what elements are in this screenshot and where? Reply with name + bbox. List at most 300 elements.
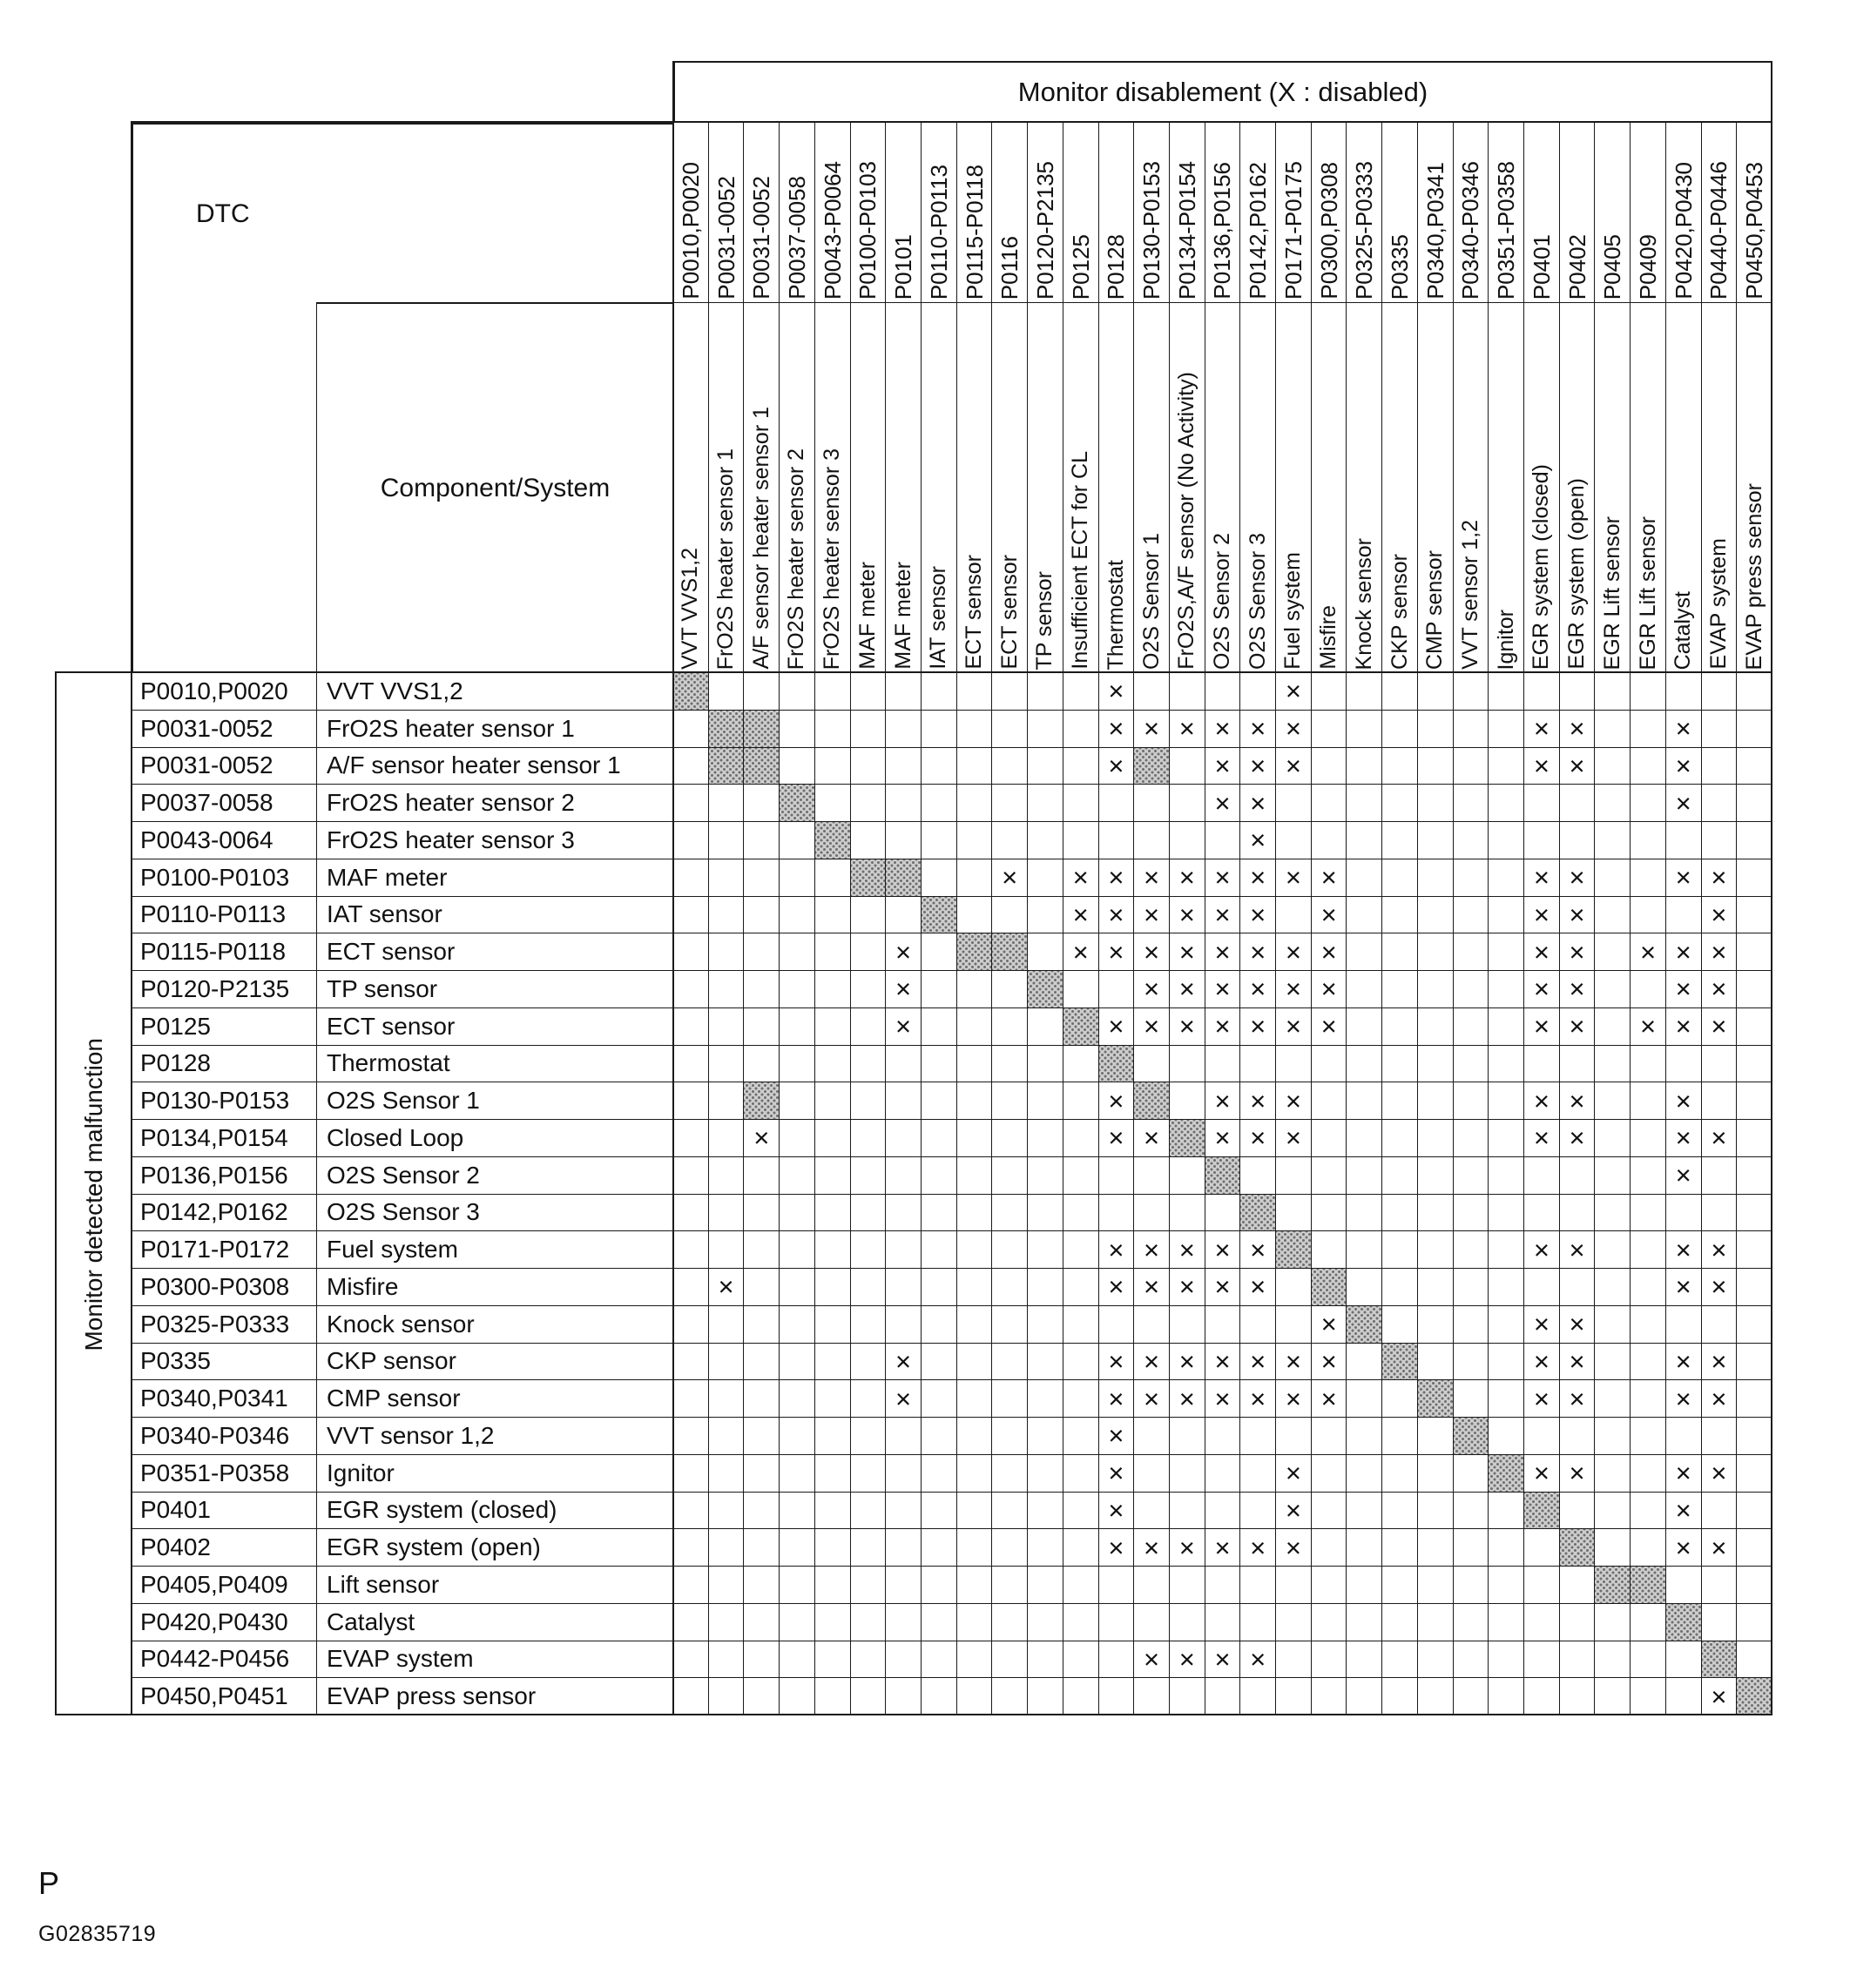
grid-cell bbox=[1595, 1157, 1631, 1195]
grid-cell bbox=[992, 971, 1028, 1008]
row-component-name: TP sensor bbox=[327, 974, 438, 1002]
grid-cell bbox=[886, 1269, 922, 1306]
disabled-mark: × bbox=[1099, 711, 1135, 748]
dtc-column-header bbox=[1737, 123, 1772, 303]
component-column-header bbox=[1702, 303, 1738, 673]
row-dtc-code: P0110-P0113 bbox=[140, 900, 287, 928]
dtc-column-header bbox=[673, 123, 709, 303]
disabled-mark: × bbox=[1560, 1380, 1596, 1418]
grid-cell bbox=[1205, 1195, 1241, 1232]
grid-cell bbox=[922, 1529, 957, 1567]
grid-cell bbox=[1134, 1046, 1170, 1083]
border-line bbox=[316, 302, 1772, 303]
grid-cell bbox=[780, 1082, 815, 1120]
component-column-header bbox=[1382, 303, 1418, 673]
grid-cell bbox=[815, 1678, 851, 1715]
grid-cell bbox=[1347, 1418, 1382, 1455]
disabled-mark: × bbox=[1134, 933, 1170, 971]
grid-cell bbox=[1347, 1567, 1382, 1604]
row-component-name: VVT VVS1,2 bbox=[327, 677, 463, 704]
grid-cell bbox=[1489, 1604, 1524, 1641]
grid-cell bbox=[1595, 1120, 1631, 1157]
grid-cell bbox=[1418, 822, 1454, 859]
grid-cell bbox=[1489, 1082, 1524, 1120]
component-column-header-text: MAF meter bbox=[890, 562, 915, 670]
grid-cell bbox=[1560, 1678, 1596, 1715]
disabled-mark: × bbox=[1205, 971, 1241, 1008]
table-row bbox=[132, 1120, 673, 1157]
grid-cell bbox=[1134, 785, 1170, 822]
grid-cell bbox=[922, 1678, 957, 1715]
self-intersection-cell bbox=[1737, 1678, 1772, 1715]
component-column-header-text: A/F sensor heater sensor 1 bbox=[748, 407, 773, 670]
disabled-mark: × bbox=[1134, 897, 1170, 934]
grid-cell bbox=[1737, 1567, 1772, 1604]
grid-cell bbox=[1418, 673, 1454, 711]
grid-cell bbox=[1063, 1678, 1099, 1715]
grid-cell bbox=[1170, 748, 1205, 785]
row-component-name: VVT sensor 1,2 bbox=[327, 1421, 495, 1449]
self-intersection-cell bbox=[1240, 1195, 1276, 1232]
disabled-mark: × bbox=[1560, 1455, 1596, 1493]
row-axis-label-box bbox=[57, 673, 132, 1715]
grid-cell bbox=[1560, 1567, 1596, 1604]
component-column-header bbox=[709, 303, 745, 673]
grid-cell bbox=[1418, 1678, 1454, 1715]
grid-cell bbox=[992, 711, 1028, 748]
component-column-header bbox=[1524, 303, 1560, 673]
row-dtc-code: P0043-0064 bbox=[140, 826, 273, 853]
grid-cell bbox=[957, 1380, 993, 1418]
row-dtc-code: P0420,P0430 bbox=[140, 1607, 288, 1635]
disabled-mark: × bbox=[1205, 1380, 1241, 1418]
row-dtc-code: P0037-0058 bbox=[140, 789, 273, 817]
grid-cell bbox=[1454, 1231, 1489, 1269]
self-intersection-cell bbox=[780, 785, 815, 822]
dtc-column-headers bbox=[673, 123, 1772, 303]
disabled-mark: × bbox=[1170, 1529, 1205, 1567]
grid-cell bbox=[957, 1082, 993, 1120]
component-column-headers bbox=[673, 303, 1772, 673]
component-column-header-text: EGR system (closed) bbox=[1529, 463, 1554, 670]
grid-cell bbox=[957, 1269, 993, 1306]
grid-cell bbox=[886, 1157, 922, 1195]
grid-cell bbox=[1489, 1344, 1524, 1381]
grid-cell bbox=[1418, 897, 1454, 934]
row-component-name: IAT sensor bbox=[327, 900, 442, 928]
grid-cell bbox=[673, 1529, 709, 1567]
grid-cell bbox=[1312, 1641, 1347, 1679]
disabled-mark: × bbox=[1524, 1231, 1560, 1269]
disabled-mark: × bbox=[1666, 1008, 1702, 1046]
grid-cell bbox=[1737, 1195, 1772, 1232]
grid-cell bbox=[1276, 1604, 1312, 1641]
grid-cell bbox=[886, 1120, 922, 1157]
component-column-header bbox=[992, 303, 1028, 673]
component-column-header bbox=[1312, 303, 1347, 673]
grid-cell bbox=[1418, 748, 1454, 785]
row-dtc-code: P0402 bbox=[140, 1533, 211, 1561]
disabled-mark: × bbox=[886, 971, 922, 1008]
grid-cell bbox=[886, 1418, 922, 1455]
grid-cell bbox=[1666, 1678, 1702, 1715]
grid-cell bbox=[851, 1120, 887, 1157]
table-row bbox=[132, 1306, 673, 1344]
grid-cell bbox=[1489, 711, 1524, 748]
disabled-mark: × bbox=[1099, 748, 1135, 785]
grid-cell bbox=[1205, 1567, 1241, 1604]
grid-cell bbox=[992, 673, 1028, 711]
grid-cell bbox=[922, 1269, 957, 1306]
component-column-header bbox=[1205, 303, 1241, 673]
grid-cell bbox=[1382, 1195, 1418, 1232]
grid-cell bbox=[957, 1046, 993, 1083]
disabled-mark: × bbox=[1170, 1641, 1205, 1679]
row-dtc-code: P0136,P0156 bbox=[140, 1161, 288, 1189]
grid-cell bbox=[744, 1604, 780, 1641]
grid-cell bbox=[992, 1008, 1028, 1046]
row-component-name: MAF meter bbox=[327, 863, 448, 891]
self-intersection-cell bbox=[744, 748, 780, 785]
grid-cell bbox=[1631, 822, 1666, 859]
grid-cell bbox=[1489, 1231, 1524, 1269]
grid-cell bbox=[709, 673, 745, 711]
grid-cell bbox=[1631, 1493, 1666, 1530]
grid-cell bbox=[709, 785, 745, 822]
grid-cell bbox=[673, 1567, 709, 1604]
grid-cell bbox=[1595, 897, 1631, 934]
dtc-column-header-text: P0110-P0113 bbox=[925, 164, 952, 300]
grid-cell bbox=[851, 1678, 887, 1715]
disabled-mark: × bbox=[1560, 897, 1596, 934]
grid-cell bbox=[1063, 785, 1099, 822]
grid-cell bbox=[1631, 785, 1666, 822]
grid-cell bbox=[1524, 1046, 1560, 1083]
grid-cell bbox=[1418, 711, 1454, 748]
grid-cell bbox=[1631, 1195, 1666, 1232]
grid-cell bbox=[780, 822, 815, 859]
grid-cell bbox=[1347, 1678, 1382, 1715]
grid-cell bbox=[922, 1344, 957, 1381]
grid-cell bbox=[957, 859, 993, 897]
grid-cell bbox=[1454, 859, 1489, 897]
grid-cell bbox=[1524, 1418, 1560, 1455]
grid-cell bbox=[780, 673, 815, 711]
dtc-column-header-text: P0142,P0162 bbox=[1245, 162, 1272, 300]
grid-cell bbox=[1240, 1306, 1276, 1344]
row-component-name: EGR system (open) bbox=[327, 1533, 541, 1561]
grid-cell bbox=[780, 1269, 815, 1306]
grid-cell bbox=[1454, 1157, 1489, 1195]
table-row bbox=[132, 1157, 673, 1195]
grid-cell bbox=[1134, 1157, 1170, 1195]
grid-cell bbox=[1382, 1306, 1418, 1344]
grid-cell bbox=[744, 785, 780, 822]
disabled-mark: × bbox=[1702, 1231, 1738, 1269]
grid-cell bbox=[851, 1082, 887, 1120]
grid-cell bbox=[1737, 1269, 1772, 1306]
row-dtc-code: P0100-P0103 bbox=[140, 863, 290, 891]
row-headers bbox=[132, 673, 673, 1715]
table-row bbox=[132, 748, 673, 785]
self-intersection-cell bbox=[1418, 1380, 1454, 1418]
component-column-header bbox=[780, 303, 815, 673]
grid-cell bbox=[992, 822, 1028, 859]
disabled-mark: × bbox=[1524, 1082, 1560, 1120]
component-column-header-text: Ignitor bbox=[1493, 609, 1518, 670]
grid-cell bbox=[851, 1455, 887, 1493]
component-column-header bbox=[1666, 303, 1702, 673]
dtc-column-header-text: P0101 bbox=[890, 233, 917, 300]
component-column-header bbox=[1454, 303, 1489, 673]
dtc-column-header-text: P0409 bbox=[1635, 233, 1661, 300]
grid-cell bbox=[1418, 1306, 1454, 1344]
grid-cell bbox=[1454, 1529, 1489, 1567]
grid-cell bbox=[851, 822, 887, 859]
grid-cell bbox=[673, 1082, 709, 1120]
grid-cell bbox=[1347, 748, 1382, 785]
grid-cell bbox=[922, 971, 957, 1008]
component-column-header bbox=[1631, 303, 1666, 673]
table-row bbox=[132, 822, 673, 859]
grid-cell bbox=[1312, 711, 1347, 748]
disabled-mark: × bbox=[1666, 1120, 1702, 1157]
grid-cell bbox=[1418, 859, 1454, 897]
grid-cell bbox=[886, 1641, 922, 1679]
grid-cell bbox=[709, 859, 745, 897]
grid-cell bbox=[1595, 1008, 1631, 1046]
disabled-mark: × bbox=[1240, 1344, 1276, 1381]
grid-cell bbox=[1028, 1120, 1063, 1157]
grid-cell bbox=[815, 1306, 851, 1344]
disabled-mark: × bbox=[1560, 1120, 1596, 1157]
component-column-header-text: Catalyst bbox=[1671, 590, 1696, 670]
disabled-mark: × bbox=[1702, 859, 1738, 897]
grid-cell bbox=[886, 897, 922, 934]
row-dtc-code: P0401 bbox=[140, 1496, 211, 1524]
grid-cell bbox=[1240, 1418, 1276, 1455]
row-component-name: CKP sensor bbox=[327, 1347, 456, 1375]
grid-cell bbox=[1347, 1269, 1382, 1306]
disabled-mark: × bbox=[1276, 1082, 1312, 1120]
disabled-mark: × bbox=[1170, 1008, 1205, 1046]
dtc-column-header bbox=[1028, 123, 1063, 303]
disabled-mark: × bbox=[1666, 1157, 1702, 1195]
grid-cell bbox=[1631, 711, 1666, 748]
grid-cell bbox=[1063, 1641, 1099, 1679]
disabled-mark: × bbox=[1099, 859, 1135, 897]
table-row bbox=[132, 1008, 673, 1046]
grid-cell bbox=[1028, 1269, 1063, 1306]
grid-cell bbox=[886, 822, 922, 859]
grid-cell bbox=[673, 748, 709, 785]
dtc-column-header-text: P0031-0052 bbox=[712, 176, 739, 300]
grid-cell bbox=[922, 673, 957, 711]
disabled-mark: × bbox=[1666, 1455, 1702, 1493]
grid-cell bbox=[1702, 1567, 1738, 1604]
grid-cell bbox=[1063, 1529, 1099, 1567]
grid-cell bbox=[1028, 933, 1063, 971]
component-column-header-text: Insufficient ECT for CL bbox=[1068, 451, 1093, 670]
component-column-header-text: ECT sensor bbox=[996, 555, 1022, 670]
grid-cell bbox=[1312, 1157, 1347, 1195]
border-line bbox=[672, 61, 674, 1715]
grid-cell bbox=[673, 1195, 709, 1232]
grid-cell bbox=[1063, 1231, 1099, 1269]
disabled-mark: × bbox=[1560, 1306, 1596, 1344]
disabled-mark: × bbox=[1134, 1380, 1170, 1418]
grid-cell bbox=[1454, 1269, 1489, 1306]
component-column-header-text: O2S Sensor 3 bbox=[1245, 532, 1270, 670]
grid-cell bbox=[922, 1380, 957, 1418]
grid-cell bbox=[1454, 1455, 1489, 1493]
grid-cell bbox=[851, 971, 887, 1008]
grid-cell bbox=[1524, 1641, 1560, 1679]
disabled-mark: × bbox=[886, 933, 922, 971]
grid-cell bbox=[1702, 748, 1738, 785]
grid-cell bbox=[673, 1046, 709, 1083]
grid-cell bbox=[1737, 897, 1772, 934]
grid-cell bbox=[1454, 748, 1489, 785]
disabled-mark: × bbox=[1524, 748, 1560, 785]
grid-cell bbox=[1595, 1306, 1631, 1344]
grid-cell bbox=[851, 748, 887, 785]
dtc-column-header-text: P0037-0058 bbox=[783, 176, 810, 300]
disabled-mark: × bbox=[1666, 933, 1702, 971]
grid-cell bbox=[673, 897, 709, 934]
disabled-mark: × bbox=[1666, 1380, 1702, 1418]
grid-cell bbox=[1312, 1493, 1347, 1530]
row-component-name: O2S Sensor 3 bbox=[327, 1198, 480, 1226]
grid-cell bbox=[1454, 673, 1489, 711]
grid-cell bbox=[1170, 1046, 1205, 1083]
grid-cell bbox=[922, 1231, 957, 1269]
disabled-mark: × bbox=[1170, 1344, 1205, 1381]
grid-cell bbox=[957, 1455, 993, 1493]
grid-cell bbox=[1666, 673, 1702, 711]
grid-cell bbox=[1489, 1120, 1524, 1157]
dtc-column-header-text: P0402 bbox=[1563, 233, 1590, 300]
grid-cell bbox=[1312, 1529, 1347, 1567]
component-column-header bbox=[1595, 303, 1631, 673]
border-line bbox=[131, 121, 674, 123]
grid-cell bbox=[922, 1157, 957, 1195]
grid-cell bbox=[1347, 711, 1382, 748]
component-column-header-text: TP sensor bbox=[1032, 570, 1057, 670]
grid-cell bbox=[1454, 1344, 1489, 1381]
grid-cell bbox=[780, 1641, 815, 1679]
grid-cell bbox=[1028, 1195, 1063, 1232]
disabled-mark: × bbox=[1134, 1344, 1170, 1381]
grid-cell bbox=[815, 971, 851, 1008]
grid-cell bbox=[1737, 1082, 1772, 1120]
grid-cell bbox=[1454, 1082, 1489, 1120]
grid-cell bbox=[1524, 1567, 1560, 1604]
grid-cell bbox=[1028, 1046, 1063, 1083]
self-intersection-cell bbox=[709, 711, 745, 748]
grid-cell bbox=[1028, 1380, 1063, 1418]
grid-cell bbox=[709, 1231, 745, 1269]
grid-cell bbox=[1737, 785, 1772, 822]
grid-cell bbox=[1382, 1157, 1418, 1195]
grid-cell bbox=[1631, 1082, 1666, 1120]
grid-cell bbox=[1347, 1082, 1382, 1120]
disabled-mark: × bbox=[1276, 1529, 1312, 1567]
disabled-mark: × bbox=[744, 1120, 780, 1157]
grid-cell bbox=[1347, 1157, 1382, 1195]
grid-cell bbox=[1276, 1046, 1312, 1083]
grid-cell bbox=[1063, 1082, 1099, 1120]
disabled-mark: × bbox=[1099, 1529, 1135, 1567]
dtc-column-header bbox=[1702, 123, 1738, 303]
disabled-mark: × bbox=[1099, 1231, 1135, 1269]
grid-cell bbox=[1240, 1046, 1276, 1083]
row-dtc-code: P0450,P0451 bbox=[140, 1682, 288, 1710]
grid-cell bbox=[673, 1455, 709, 1493]
grid-cell bbox=[886, 1604, 922, 1641]
disabled-mark: × bbox=[1134, 1269, 1170, 1306]
grid-cell bbox=[1028, 897, 1063, 934]
grid-cell bbox=[922, 1008, 957, 1046]
grid-cell bbox=[1170, 1567, 1205, 1604]
grid-cell bbox=[1454, 1306, 1489, 1344]
table-row bbox=[132, 785, 673, 822]
grid-cell bbox=[1382, 859, 1418, 897]
grid-cell bbox=[1418, 1455, 1454, 1493]
grid-cell bbox=[1170, 673, 1205, 711]
row-component-name: Closed Loop bbox=[327, 1123, 464, 1151]
dtc-column-header bbox=[1418, 123, 1454, 303]
row-dtc-code: P0031-0052 bbox=[140, 714, 273, 742]
disablement-matrix bbox=[673, 673, 1772, 1715]
grid-cell bbox=[1276, 1195, 1312, 1232]
grid-cell bbox=[1063, 1195, 1099, 1232]
grid-cell bbox=[780, 1604, 815, 1641]
row-component-name: Catalyst bbox=[327, 1607, 415, 1635]
grid-cell bbox=[815, 1195, 851, 1232]
grid-cell bbox=[673, 1306, 709, 1344]
grid-cell bbox=[1560, 1418, 1596, 1455]
disabled-mark: × bbox=[1240, 711, 1276, 748]
row-dtc-code: P0128 bbox=[140, 1049, 211, 1077]
component-column-header-text: EGR Lift sensor bbox=[1599, 516, 1624, 670]
grid-cell bbox=[1702, 711, 1738, 748]
self-intersection-cell bbox=[1170, 1120, 1205, 1157]
grid-cell bbox=[744, 1380, 780, 1418]
grid-cell bbox=[1418, 785, 1454, 822]
component-column-header-text: Knock sensor bbox=[1351, 537, 1376, 670]
grid-cell bbox=[1595, 711, 1631, 748]
disabled-mark: × bbox=[1524, 1380, 1560, 1418]
grid-cell bbox=[815, 1604, 851, 1641]
grid-cell bbox=[1454, 1604, 1489, 1641]
grid-cell bbox=[673, 1493, 709, 1530]
component-column-header bbox=[1028, 303, 1063, 673]
grid-cell bbox=[1595, 1418, 1631, 1455]
grid-cell bbox=[673, 1120, 709, 1157]
border-line bbox=[55, 671, 1772, 673]
grid-cell bbox=[1312, 822, 1347, 859]
grid-cell bbox=[1737, 933, 1772, 971]
self-intersection-cell bbox=[1028, 971, 1063, 1008]
disabled-mark: × bbox=[1134, 1120, 1170, 1157]
disabled-mark: × bbox=[1276, 1008, 1312, 1046]
dtc-column-header-text: P0100-P0103 bbox=[854, 160, 881, 300]
grid-cell bbox=[1170, 1493, 1205, 1530]
grid-cell bbox=[1312, 748, 1347, 785]
grid-cell bbox=[1240, 1678, 1276, 1715]
grid-cell bbox=[1737, 1344, 1772, 1381]
